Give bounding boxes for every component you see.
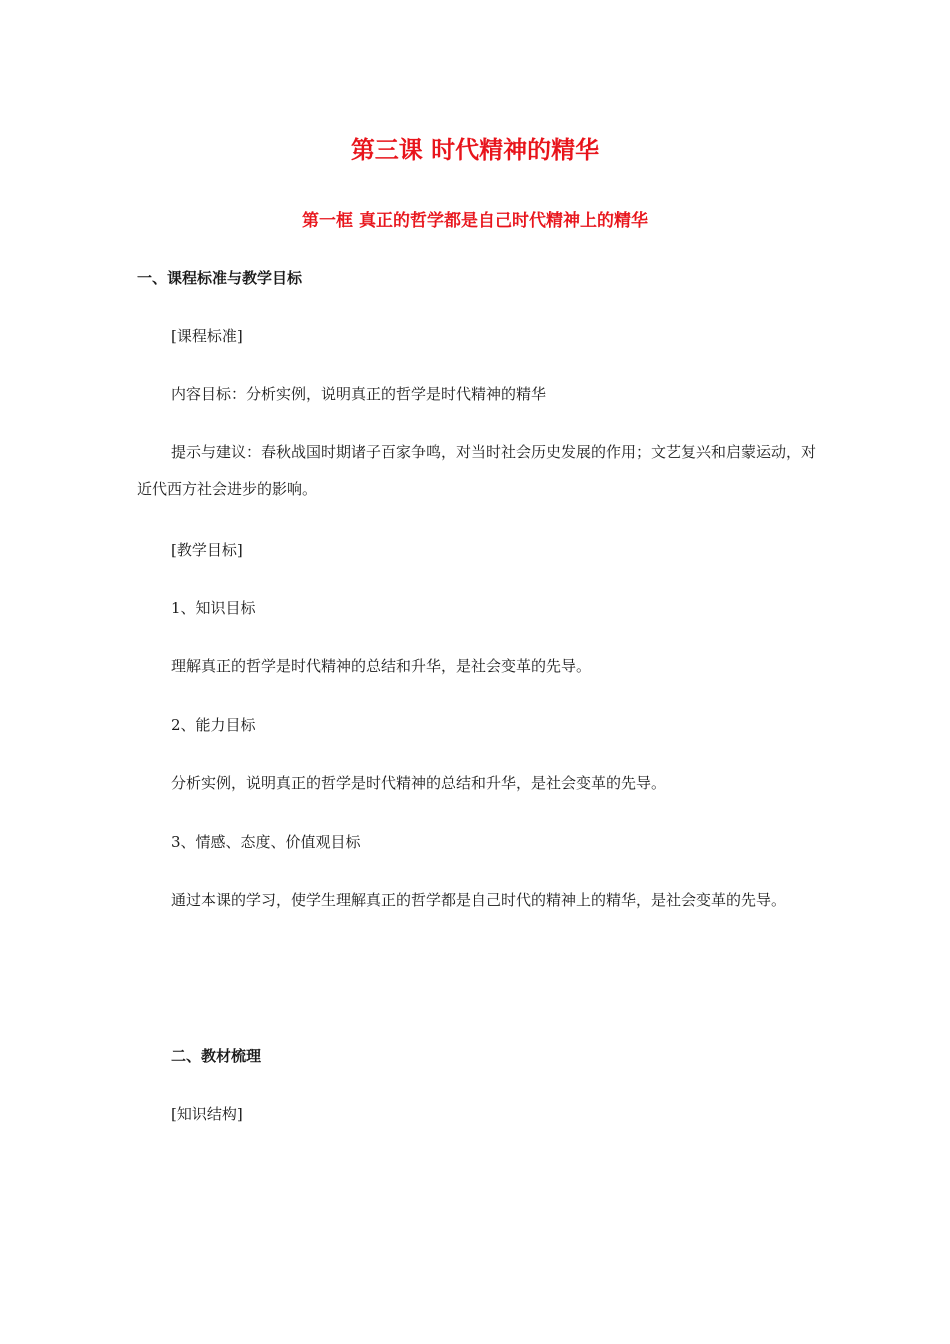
lesson-title: 第三课 时代精神的精华 bbox=[350, 136, 600, 164]
knowledge-goal-paragraph: 理解真正的哲学是时代精神的总结和升华，是社会变革的先导。 bbox=[171, 657, 592, 675]
teaching-goal-label: [教学目标] bbox=[171, 541, 243, 559]
lesson-subtitle: 第一框 真正的哲学都是自己时代精神上的精华 bbox=[302, 211, 648, 231]
section-heading-2: 二、教材梳理 bbox=[171, 1047, 262, 1065]
ability-goal-heading: 2、能力目标 bbox=[171, 716, 256, 734]
emotion-goal-heading: 3、情感、态度、价值观目标 bbox=[171, 833, 361, 851]
knowledge-goal-heading: 1、知识目标 bbox=[171, 599, 256, 617]
section-heading-1: 一、课程标准与教学目标 bbox=[137, 269, 303, 287]
knowledge-structure-label: [知识结构] bbox=[171, 1105, 243, 1123]
tips-paragraph: 提示与建议：春秋战国时期诸子百家争鸣，对当时社会历史发展的作用；文艺复兴和启蒙运动，对近代西方社会进步的影响。 bbox=[137, 443, 817, 498]
ability-goal-paragraph: 分析实例，说明真正的哲学是时代精神的总结和升华，是社会变革的先导。 bbox=[171, 774, 667, 792]
emotion-goal-paragraph: 通过本课的学习，使学生理解真正的哲学都是自己时代的精神上的精华，是社会变革的先导。 bbox=[171, 891, 787, 909]
content-goal-paragraph: 内容目标：分析实例，说明真正的哲学是时代精神的精华 bbox=[171, 385, 547, 403]
course-standard-label: [课程标准] bbox=[171, 327, 243, 345]
